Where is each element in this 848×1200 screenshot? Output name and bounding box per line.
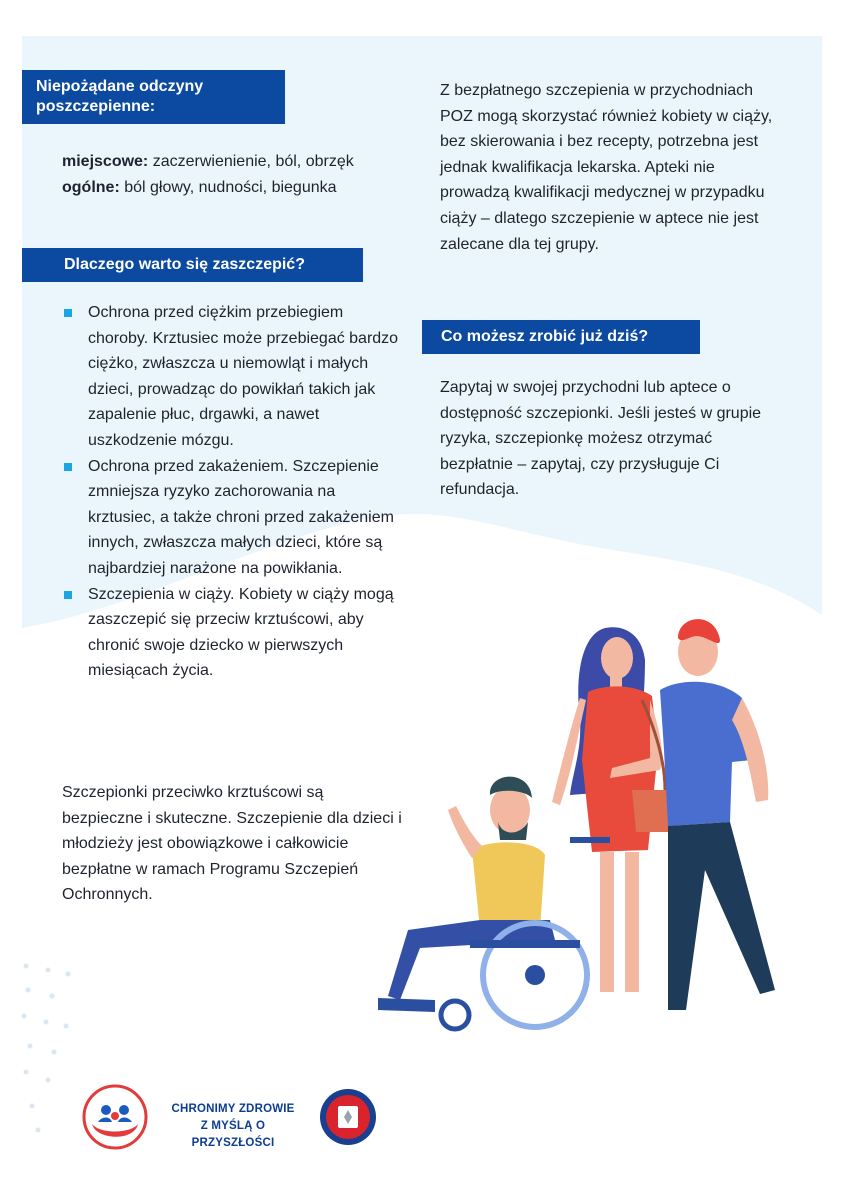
bullet-marker (64, 591, 72, 599)
campaign-logo (82, 1084, 148, 1150)
benefits-list (62, 300, 402, 684)
inspection-emblem (318, 1087, 378, 1147)
campaign-line-2: Z MYŚLĄ O PRZYSZŁOŚCI (191, 1120, 275, 1149)
reactions-local-text: zaczerwienienie, ból, obrzęk (152, 153, 354, 170)
list-item: Ochrona przed ciężkim przebiegiem choroby. Krztusiec może przebiegać bardzo ciężko, zwłaszcza u niemowląt i małych dzieci, prowadząc do powikłań takich jak zapalenie płuc, drgawki, a nawet uszkodzenie mózgu. (62, 300, 402, 454)
action-heading: Co możesz zrobić już dziś? (422, 320, 700, 354)
why-heading: Dlaczego warto się zaszczepić? (22, 248, 363, 282)
decorative-dots (18, 960, 78, 1140)
pregnancy-paragraph: Z bezpłatnego szczepienia w przychodniach POZ mogą skorzystać również kobiety w ciąży, bez skierowania i bez recepty, potrzebna jest jednak kwalifikacja lekarska. Apteki nie prowadzą kwalifikacji medycznej w przypadku ciąży – dlatego szczepienie w aptece nie jest zalecane dla tej grupy. (440, 82, 773, 253)
reactions-general-text: ból głowy, nudności, biegunka (124, 178, 337, 196)
bullet-marker (64, 463, 72, 471)
list-item: Szczepienia w ciąży. Kobiety w ciąży mogą zaszczepić się przeciw krztuścowi, aby chronić swoje dziecko w pierwszych miesiącach życia. (62, 582, 402, 684)
reactions-heading: Niepożądane odczyny poszczepienne: (22, 70, 285, 124)
reactions-text (62, 149, 402, 200)
campaign-slogan (158, 1101, 308, 1152)
people-illustration (360, 600, 800, 1040)
reactions-general-label: ogólne: (62, 178, 120, 196)
bullet-marker (64, 309, 72, 317)
action-paragraph: Zapytaj w swojej przychodni lub aptece o dostępność szczepionki. Jeśli jesteś w grupie ryzyka, szczepionkę możesz otrzymać bezpłatnie – zapytaj, czy przysługuje Ci refundacja. (440, 379, 762, 499)
campaign-line-1: CHRONIMY ZDROWIE (171, 1103, 295, 1115)
list-item: Ochrona przed zakażeniem. Szczepienie zmniejsza ryzyko zachorowania na krztusiec, a także chroni przed zakażeniem innych, zwłaszcza małych dzieci, które są najbardziej narażone na powikłania. (62, 454, 402, 582)
reactions-local-label: miejscowe: (62, 153, 149, 170)
closing-paragraph: Szczepionki przeciwko krztuścowi są bezpieczne i skuteczne. Szczepienie dla dzieci i młodzieży jest obowiązkowe i całkowicie bezpłatne w ramach Programu Szczepień Ochronnych. (62, 784, 402, 904)
